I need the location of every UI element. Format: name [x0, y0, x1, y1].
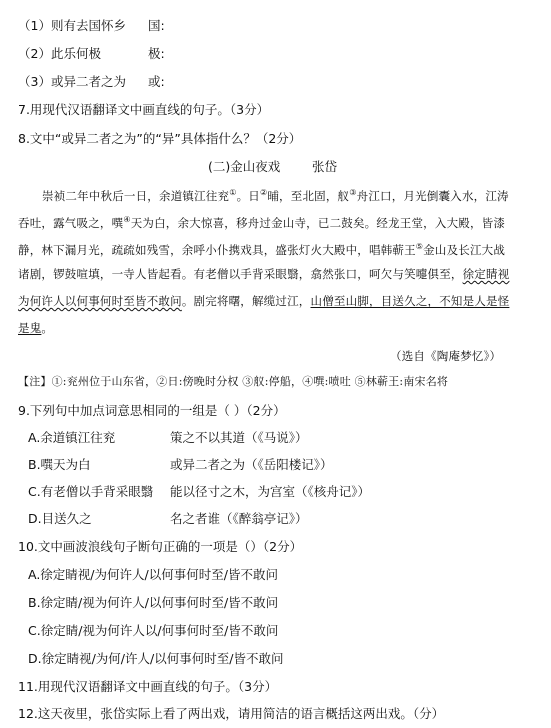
passage-title: (二)金山夜戏	[208, 159, 281, 174]
fill-item-1	[18, 18, 165, 34]
question-10: 10.文中画波浪线句子断句正确的一项是（）（2分）	[18, 539, 303, 554]
passage-line-5: 为何许人以何事何时至皆不敢问。剧完将曙，解缆过江，山僧至山脚，目送久之，不知是人是怪	[18, 294, 510, 308]
fill-item-1-right: 国:	[148, 18, 165, 33]
wavy-underlined-text-start: 徐定睛视	[462, 267, 510, 281]
passage-author: 张岱	[312, 159, 338, 174]
fill-item-3	[18, 74, 165, 90]
straight-underlined-text: 山僧至山脚，目送久之，不知是人是怪	[310, 294, 510, 308]
question-8: 8.文中“或异二者之为”的“异”具体指什么？（2分）	[18, 131, 302, 146]
q10-option-b: B.徐定睛/视为何许人/以何事何时至/皆不敢问	[28, 595, 279, 610]
q10-option-a: A.徐定睛视/为何许人/以何事何时至/皆不敢问	[28, 567, 278, 582]
passage-line-1: 崇祯二年中秋后一日，余道镇江往兖①。日②晡，至北固，舣③舟江口，月光倒囊入水，江涛	[42, 188, 509, 203]
fill-item-3-right: 或:	[148, 74, 165, 89]
passage-line-2: 吞吐，露气吸之，噀④天为白，余大惊喜，移舟过金山寺，已二鼓矣。经龙王堂，入大殿，皆漆	[18, 215, 506, 230]
fill-item-2-right: 极:	[148, 46, 165, 61]
q9-option-a: A.余道镇江往兖 策之不以其道（《马说》）	[28, 430, 308, 445]
fill-item-3-left: （3）或异二者之为	[18, 74, 126, 89]
question-11: 11.用现代汉语翻译文中画直线的句子。（3分）	[18, 679, 278, 694]
fill-item-2-left: （2）此乐何极	[18, 46, 101, 61]
passage-source: （选自《陶庵梦忆》）	[390, 349, 502, 363]
q9-option-b: B.噀天为白 或异二者之为（《岳阳楼记》）	[28, 457, 333, 472]
passage-notes: 【注】①:兖州位于山东省，②日:傍晚时分权 ③舣:停船，④噀:喷吐 ⑤林蕲王:南宋名将	[18, 375, 449, 388]
q10-option-d: D.徐定睛视/为何/许人/以何事何时至/皆不敢问	[28, 651, 284, 666]
passage-line-4: 诸剧，锣鼓喧填，一寺人皆起看。有老僧以手背采眼翳，翕然张口，呵欠与笑嚏俱至，徐定睛视	[18, 267, 510, 281]
fill-item-1-left: （1）则有去国怀乡	[18, 18, 126, 33]
q9-option-d: D.目送久之 名之者谁（《醉翁亭记》）	[28, 511, 308, 526]
wavy-underlined-text: 为何许人以何事何时至皆不敢问	[18, 294, 182, 308]
straight-underlined-text-end: 是鬼	[18, 321, 42, 335]
q9-option-c: C.有老僧以手背采眼翳 能以径寸之木，为宫室（《核舟记》）	[28, 484, 371, 499]
passage-line-3: 静，林下漏月光，疏疏如残雪，余呼小仆携戏具，盛张灯火大殿中，唱韩蕲王⑤金山及长江大战	[18, 242, 506, 257]
question-12: 12.这天夜里，张岱实际上看了两出戏，请用简洁的语言概括这两出戏。（分）	[18, 706, 445, 721]
fill-item-2	[18, 46, 165, 62]
question-9: 9.下列句中加点词意思相同的一组是（ ）（2分）	[18, 403, 286, 418]
passage-line-6: 是鬼。	[18, 321, 54, 335]
q10-option-c: C.徐定睛/视为何许人以/何事何时至/皆不敢问	[28, 623, 279, 638]
question-7: 7.用现代汉语翻译文中画直线的句子。（3分）	[18, 102, 270, 117]
